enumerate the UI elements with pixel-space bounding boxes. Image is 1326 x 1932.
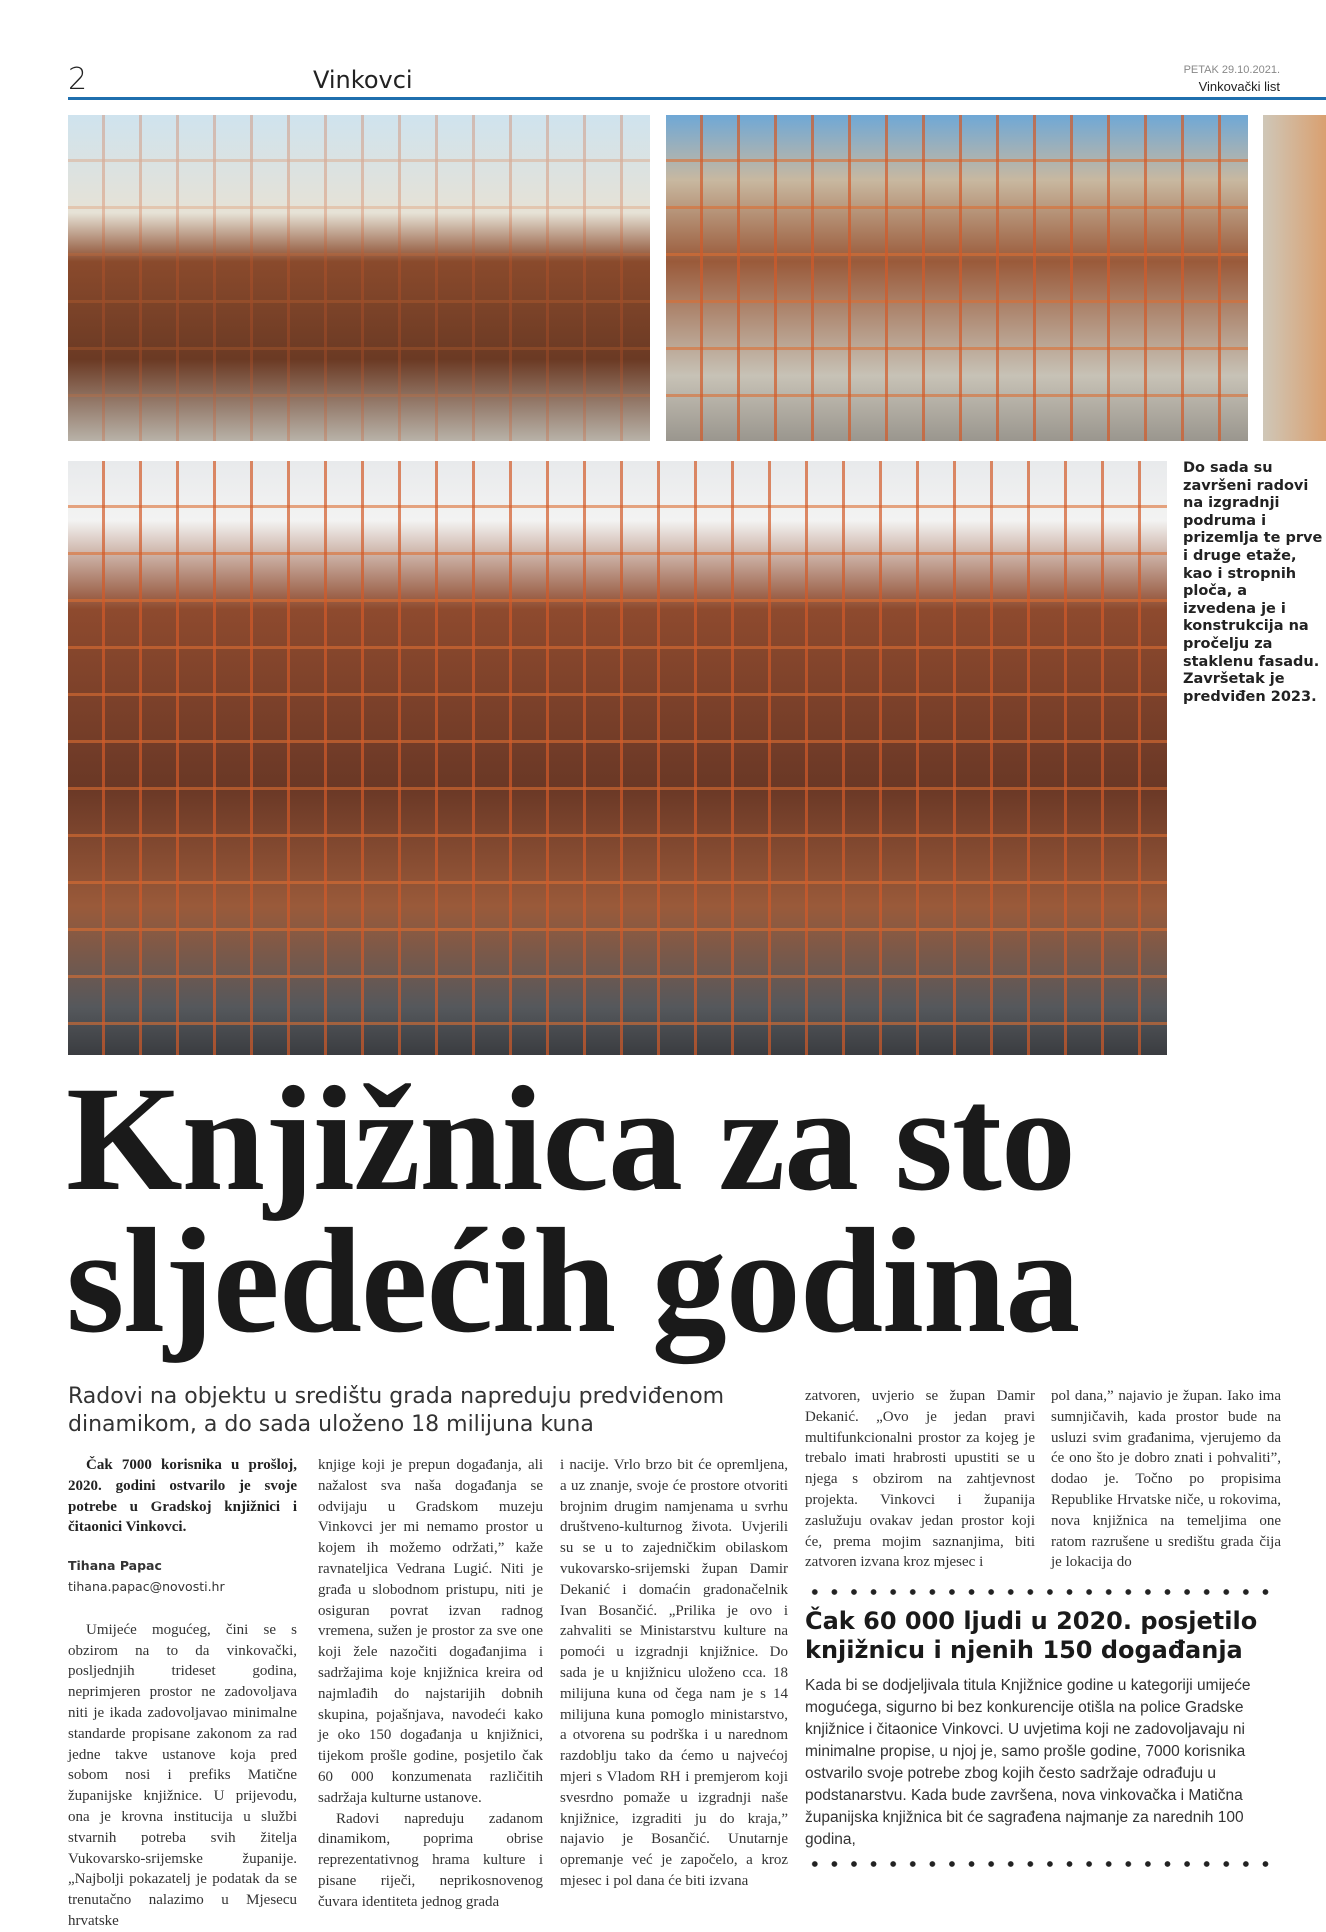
body-paragraph: knjige koji je prepun događanja, ali nažalost sva naša događanja se odvijaju u Gradskom muzeju Vinkovci jer mi nemamo prostor u kojem ih možemo održati,” kaže ravnateljica Vedrana Lugić. Niti je građa u slobodnom pristupu, niti je osiguran povrat izvan radnog vremena, sužen je prostor za sve one koji žele nazočiti događanjima i sadržajima koje knjižnica kreira od najmlađih do najstarijih dobnih skupina, pojašnjava, navodeći kako je oko 150 događanja u knjižnici, tijekom prošle godine, posjetilo čak 60 000 konzumenata različitih sadržaja kulturne ustanove. [318, 1457, 543, 1806]
header-rule [68, 97, 1326, 100]
photo-building-scaffolding [666, 115, 1248, 441]
sidebar-box-text: Kada bi se dodjeljivala titula Knjižnice godine u kategoriji umijeće mogućega, sigurno bi bez konkurencije otišla na police Gradske knjižnice i čitaonice Vinkovci. U uvjetima koji ne zadovoljavaju ni minimalne propise, u njoj je, samo prošle godine, 7000 korisnika ostvarilo svoje potrebe zbog kojih često sadržaje odrađuju u podstanarstvu. Kada bude završena, nova vinkovačka i Matična županijska knjižnica bit će sagrađena najmanje za narednih 100 godina, [805, 1677, 1251, 1849]
page-number: 2 [68, 62, 88, 97]
article-column-2 [318, 1455, 543, 1913]
right-section [805, 1386, 1281, 1867]
body-paragraph: i nacije. Vrlo brzo bit će opremljena, a uz znanje, svoje će prostore otvoriti brojnim drugim namjenama u svrhu društveno-kulturnog života. Uvjerili su se u to zajedničkim obilaskom vukovarsko-srijemski župan Damir Dekanić i domaćin gradonačelnik Ivan Bosančić. „Prilika je ovo i zahvaliti se Ministarstvu kulture na pomoći u izgradnji knjižnice. Do sada je u knjižnicu uloženo cca. 18 milijuna kuna od čega nam je s 14 milijuna kuna pomoglo ministarstvo, a otvorena su podrška i u narednom razdoblju tako da ćemo u najvećoj mjeri s Vladom RH i premjerom koji svesrdno pomaže u izgradnji naše knjižnice, izgraditi ju do kraja,” najavio je Bosančić. Unutarnje opremanje već je započelo, a kroz mjesec i pol dana će biti izvana [560, 1457, 788, 1889]
publication-name: Vinkovački list [1198, 79, 1280, 94]
photo-construction-interior [68, 115, 650, 441]
photo-library-with-fountain [68, 461, 1167, 1055]
sidebar-box-title: Čak 60 000 ljudi u 2020. posjetilo knjižnicu i njenih 150 događanja [805, 1607, 1258, 1665]
article-column-5 [1051, 1386, 1281, 1573]
headline-line-2: sljedećih godina [66, 1198, 1080, 1364]
headline [66, 1056, 1080, 1364]
article-lead: Čak 7000 korisnika u prošloj, 2020. godini ostvarilo je svoje potrebe u Gradskoj knjižnici i čitaonici Vinkovci. [68, 1457, 297, 1536]
body-paragraph: pol dana,” najavio je župan. Iako ima sumnjičavih, kada prostor bude na usluzi svim građanima, vjerujemo da će ono što je dobro znati i pohvaliti”, dodao je. Točno po propisima Republike Hrvatske niče, u rokovima, nova knjižnica na temeljima one ratom razrušene u središtu grada čija je lokacija do [1051, 1388, 1281, 1571]
photo-caption: Do sada su završeni radovi na izgradnji podruma i prizemlja te prve i druge etaže, kao i stropnih ploča, a izvedena je i konstrukcija na pročelju za staklenu fasadu. Završetak je predviđen 2023. [1183, 460, 1323, 705]
article-column-4 [805, 1386, 1035, 1573]
subheadline: Radovi na objektu u središtu grada napreduju predviđenom dinamikom, a do sada uloženo 18 milijuna kuna [68, 1384, 725, 1437]
article-columns-right [805, 1386, 1281, 1573]
body-paragraph: Umijeće mogućeg, čini se s obzirom na to da vinkovački, posljednjih trideset godina, neprimjeren prostor ne zadovoljava niti je ikada zadovoljavao minimalne standarde propisane zakonom za rad jedne takve ustanove koja pred sobom nosi i prefiks Matične županijske knjižnice. U prijevodu, ona je krovna institucija u službi stvarnih potreba svih žitelja Vukovarsko-srijemske županije.„Najbolji pokazatelj je podatak da se trenutačno nalazimo u Mjesecu hrvatske [68, 1621, 297, 1929]
photo-cropped-edge [1263, 115, 1326, 441]
issue-date: PETAK 29.10.2021. [1183, 64, 1280, 76]
dotted-divider-top [805, 1589, 1281, 1595]
body-paragraph: Radovi napreduju zadanom dinamikom, poprima obrise reprezentativnog hrama kulture i pisane riječi, neprikosnovenog čuvara identiteta jednog grada [318, 1810, 543, 1910]
headline-line-1: Knjižnica za sto [66, 1056, 1075, 1222]
article-column-3 [560, 1455, 788, 1892]
section-title: Vinkovci [313, 66, 413, 94]
author-name: Tihana Papac [68, 1558, 162, 1574]
author-email[interactable]: tihana.papac@novosti.hr [68, 1578, 225, 1594]
body-paragraph: zatvoren, uvjerio se župan Damir Dekanić. „Ovo je jedan pravi multifunkcionalni prostor za kojeg je trebalo imati hrabrosti upustiti se u njega s obzirom na zahtjevnost projekta. Vinkovci i županija zaslužuju ovakav jedan prostor koji će, prema mojim saznanjima, biti zatvoren izvana kroz mjesec i [805, 1388, 1035, 1571]
dotted-divider-bottom [805, 1861, 1281, 1867]
article-column-1 [68, 1455, 297, 1932]
